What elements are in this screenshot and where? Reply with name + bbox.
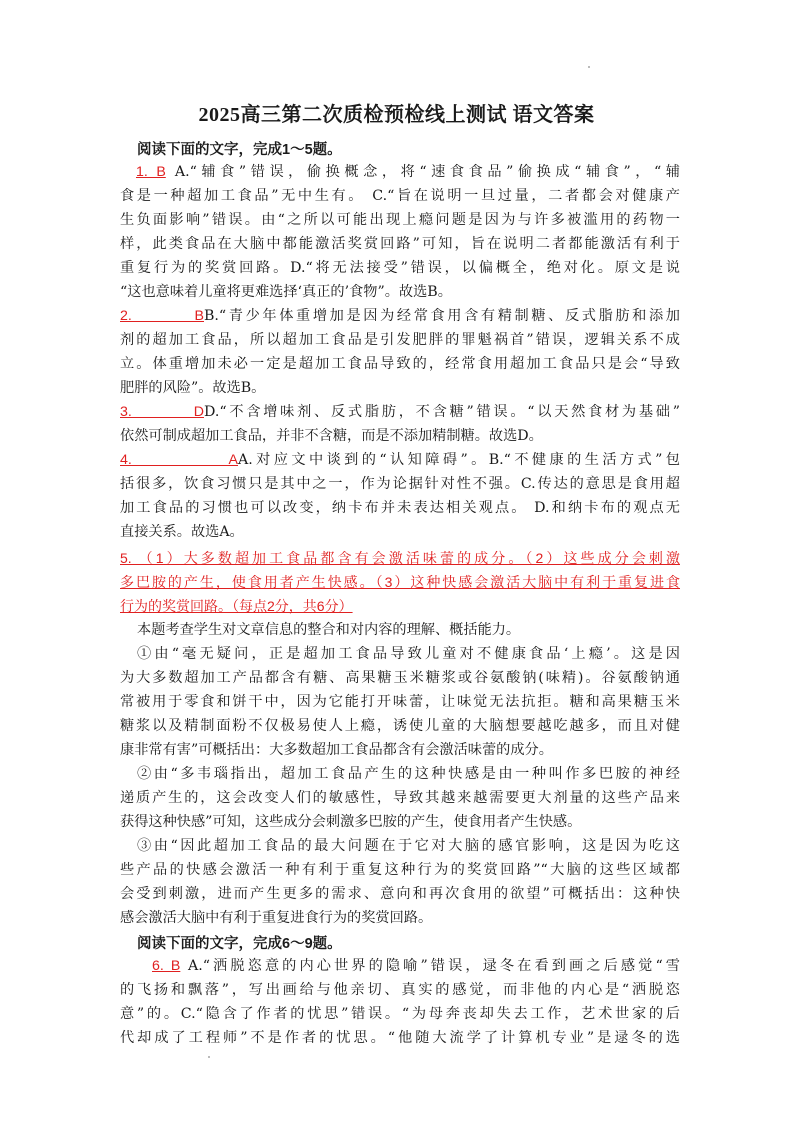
scan-dot (588, 66, 590, 68)
q5-p3-line-1: ③由“因此超加工食品的最大问题在于它对大脑的感官影响，这是因为吃这 (137, 838, 680, 854)
q5-p2-line-1: ②由“多韦瑙指出，超加工食品产生的这种快感是由一种叫作多巴胺的神经 (137, 766, 680, 782)
q4-line-3: 加工食品的习惯也可以改变，纳卡布并未表达相关观点。 D.和纳卡布的观点无 (120, 500, 680, 516)
q6-line-2: 的飞扬和飘落”，写出画给与他亲切、真实的感觉，而非他的内心是“洒脱恣 (120, 982, 680, 998)
q2-line-2: 剂的超加工食品，所以超加工食品是引发肥胖的罪魁祸首”错误，逻辑关系不成 (120, 332, 680, 348)
q5-p2-line-3: 获得这种快感”可知，这些成分会刺激多巴胺的产生，使食用者产生快感。 (120, 814, 582, 830)
q1-answer-label: 1. B (136, 164, 166, 180)
q3-line-2: 依然可制成超加工食品，并非不含糖，而是不添加精制糖。故选D。 (120, 428, 543, 444)
scan-dot (208, 1056, 210, 1058)
q2-line-3: 立。体重增加未必一定是超加工食品导致的，经常食用超加工食品只是会“导致 (120, 356, 680, 372)
q1-line-2: 食是一种超加工食品”无中生有。 C.“旨在说明一旦过量，二者都会对健康产 (120, 188, 680, 204)
q2-line-1: 2. BB.“青少年体重增加是因为经常食用含有精制糖、反式脂肪和添加 (120, 304, 680, 328)
q5-answer-line-3: 行为的奖赏回路。（每点2分，共6分） (120, 598, 353, 614)
q5-p1-line-5: 康非常有害”可概括出：大多数超加工食品都含有会激活味蕾的成分。 (120, 742, 553, 758)
page-title: 2025高三第二次质检预检线上测试 语文答案 (198, 104, 595, 126)
q1-line-4: 样，此类食品在大脑中都能激活奖赏回路”可知，旨在说明二者都能激活有利于 (120, 236, 680, 252)
q5-p2-line-2: 递质产生的，这会改变人们的敏感性，导致其越来越需要更大剂量的这些产品来 (120, 790, 680, 806)
q6-answer-label: 6. B (152, 958, 181, 974)
q6-line-3: 意”的。C.“隐含了作者的忧思”错误。“为母奔丧却失去工作，艺术世家的后 (120, 1006, 680, 1022)
q1-line-5: 重复行为的奖赏回路。D.“将无法接受”错误，以偏概全，绝对化。原文是说 (120, 260, 680, 276)
q1-line-3: 生负面影响”错误。由“之所以可能出现上瘾问题是因为与许多被滥用的药物一 (120, 212, 680, 228)
q5-p1-line-2: 为大多数超加工产品都含有糖、高果糖玉米糖浆或谷氨酸钠(味精)。谷氨酸钠通 (120, 670, 680, 686)
q6-line-1: 6. B A.“洒脱恣意的内心世界的隐喻”错误，逯冬在看到画之后感觉“雪 (152, 958, 680, 974)
q3-line-1: 3. DD.“不含增味剂、反式脂肪，不含糖”错误。“以天然食材为基础” (120, 400, 680, 424)
q4-line-1: 4. AA.对应文中谈到的“认知障碍”。B.“不健康的生活方式”包 (120, 448, 680, 472)
section-1-heading: 阅读下面的文字，完成1～5题。 (137, 142, 342, 158)
q5-p3-line-4: 感会激活大脑中有利于重复进食行为的奖赏回路。 (120, 910, 433, 926)
q5-p3-line-3: 会受到刺激，进而产生更多的需求、意向和再次食用的欲望”可概括出：这种快 (120, 886, 680, 902)
q5-intro: 本题考查学生对文章信息的整合和对内容的理解、概括能力。 (137, 622, 521, 638)
q5-p1-line-1: ①由“毫无疑问，正是超加工食品导致儿童对不健康食品‘上瘾’。这是因 (137, 646, 680, 662)
q2-line-4: 肥胖的风险”。故选B。 (120, 380, 266, 396)
q4-line-2: 括很多，饮食习惯只是其中之一，作为论据针对性不强。C.传达的意思是食用超 (120, 476, 680, 492)
q1-line-1: 1. B A.“辅食”错误，偷换概念，将“速食食品”偷换成“辅食”，“辅 (136, 164, 680, 180)
q4-line-4: 直接关系。故选A。 (120, 524, 244, 540)
q4-answer-label: 4. A (120, 452, 238, 468)
q5-p1-line-4: 糖浆以及精制面粉不仅极易使人上瘾，诱使儿童的大脑想要越吃越多，而且对健 (120, 718, 680, 734)
q5-answer-line-2: 多巴胺的产生，使食用者产生快感。（3）这种快感会激活大脑中有利于重复进食 (120, 574, 680, 590)
q6-line-4: 代却成了工程师”不是作者的忧思。“他随大流学了计算机专业”是逯冬的选 (120, 1030, 680, 1046)
q3-answer-label: 3. D (120, 404, 204, 420)
q5-p3-line-2: 些产品的快感会激活一种有利于重复这种行为的奖赏回路”“大脑的这些区域都 (120, 862, 680, 878)
q1-line-6: “这也意味着儿童将更难选择‘真正的’食物”。故选B。 (120, 284, 452, 300)
section-2-heading: 阅读下面的文字，完成6～9题。 (137, 936, 342, 952)
q2-answer-label: 2. B (120, 308, 204, 324)
q5-answer-line-1: 5. （1）大多数超加工食品都含有会激活味蕾的成分。（2）这些成分会刺激 (120, 550, 680, 566)
q5-p1-line-3: 常被用于零食和饼干中，因为它能打开味蕾，让味觉无法抗拒。糖和高果糖玉米 (120, 694, 680, 710)
